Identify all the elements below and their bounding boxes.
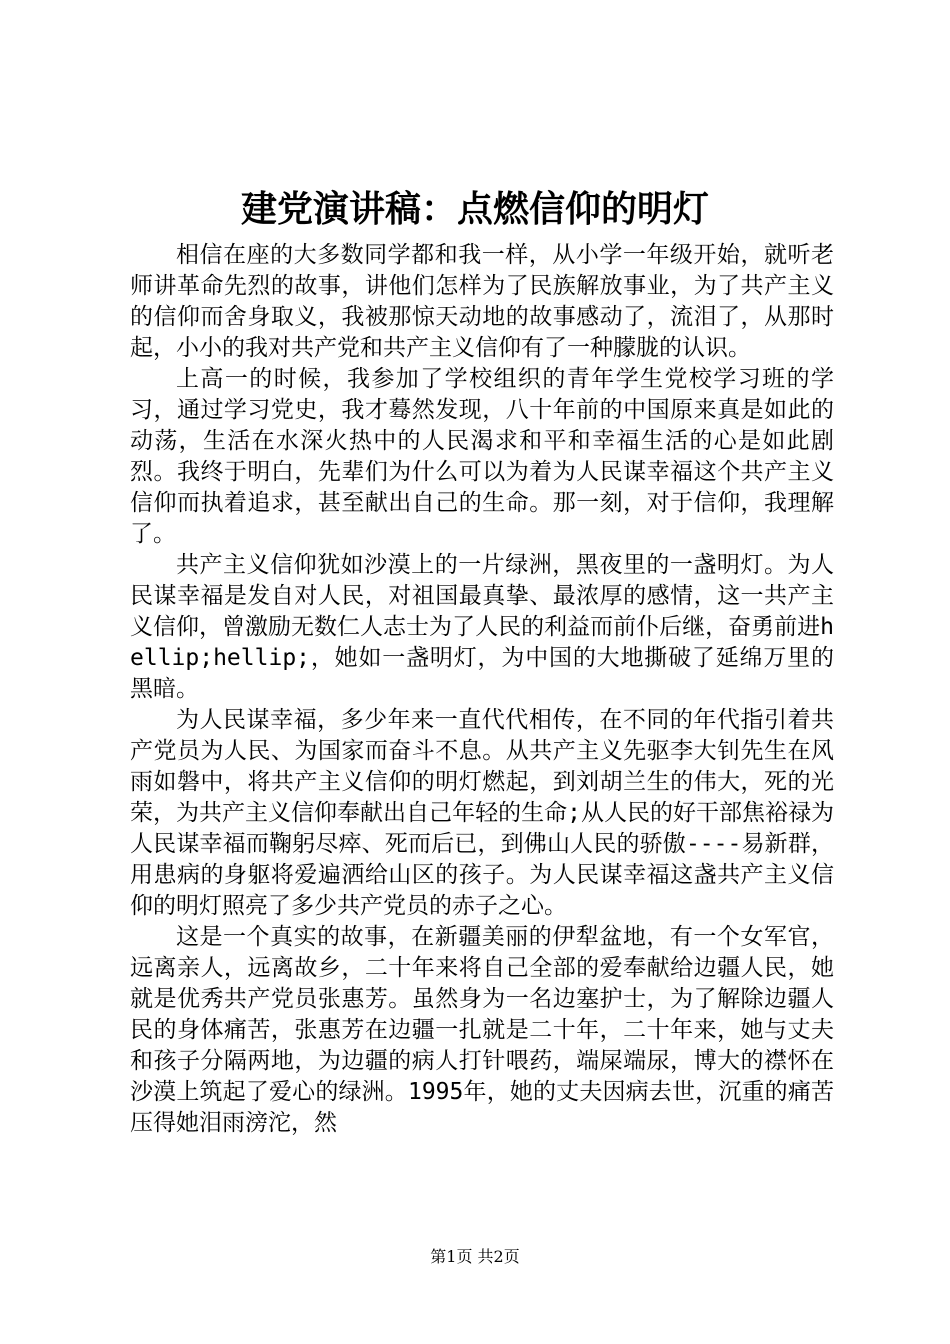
document-body [130,240,834,1139]
paragraph-4: 为人民谋幸福，多少年来一直代代相传，在不同的年代指引着共产党员为人民、为国家而奋斗不息。从共产主义先驱李大钊先生在风雨如磐中，将共产主义信仰的明灯燃起，到刘胡兰生的伟大，死的光荣，为共产主义信仰奉献出自己年轻的生命;从人民的好干部焦裕禄为人民谋幸福而鞠躬尽瘁、死而后已，到佛山人民的骄傲----易新群，用患病的身躯将爱遍洒给山区的孩子。为人民谋幸福这盏共产主义信仰的明灯照亮了多少共产党员的赤子之心。 [130,707,834,919]
page-footer: 第1页 共2页 [430,1247,520,1266]
paragraph-2: 上高一的时候，我参加了学校组织的青年学生党校学习班的学习，通过学习党史，我才蓦然发现，八十年前的中国原来真是如此的动荡，生活在水深火热中的人民渴求和平和幸福生活的心是如此剧烈。我终于明白，先辈们为什么可以为着为人民谋幸福这个共产主义信仰而执着追求，甚至献出自己的生命。那一刻，对于信仰，我理解了。 [130,366,834,547]
paragraph-5: 这是一个真实的故事，在新疆美丽的伊犁盆地，有一个女军官，远离亲人，远离故乡，二十年来将自己全部的爱奉献给边疆人民，她就是优秀共产党员张惠芳。虽然身为一名边塞护士，为了解除边疆人民的身体痛苦，张惠芳在边疆一扎就是二十年，二十年来，她与丈夫和孩子分隔两地，为边疆的病人打针喂药，端屎端尿，博大的襟怀在沙漠上筑起了爱心的绿洲。1995年，她的丈夫因病去世，沉重的痛苦压得她泪雨滂沱，然 [130,924,834,1136]
paragraph-3: 共产主义信仰犹如沙漠上的一片绿洲，黑夜里的一盏明灯。为人民谋幸福是发自对人民，对祖国最真挚、最浓厚的感情，这一共产主义信仰，曾激励无数仁人志士为了人民的利益而前仆后继，奋勇前进hellip;hellip;，她如一盏明灯，为中国的大地撕破了延绵万里的黑暗。 [130,552,834,702]
paragraph-1: 相信在座的大多数同学都和我一样，从小学一年级开始，就听老师讲革命先烈的故事，讲他们怎样为了民族解放事业，为了共产主义的信仰而舍身取义，我被那惊天动地的故事感动了，流泪了，从那时起，小小的我对共产党和共产主义信仰有了一种朦胧的认识。 [130,242,834,361]
document-title: 建党演讲稿：点燃信仰的明灯 [240,188,709,230]
